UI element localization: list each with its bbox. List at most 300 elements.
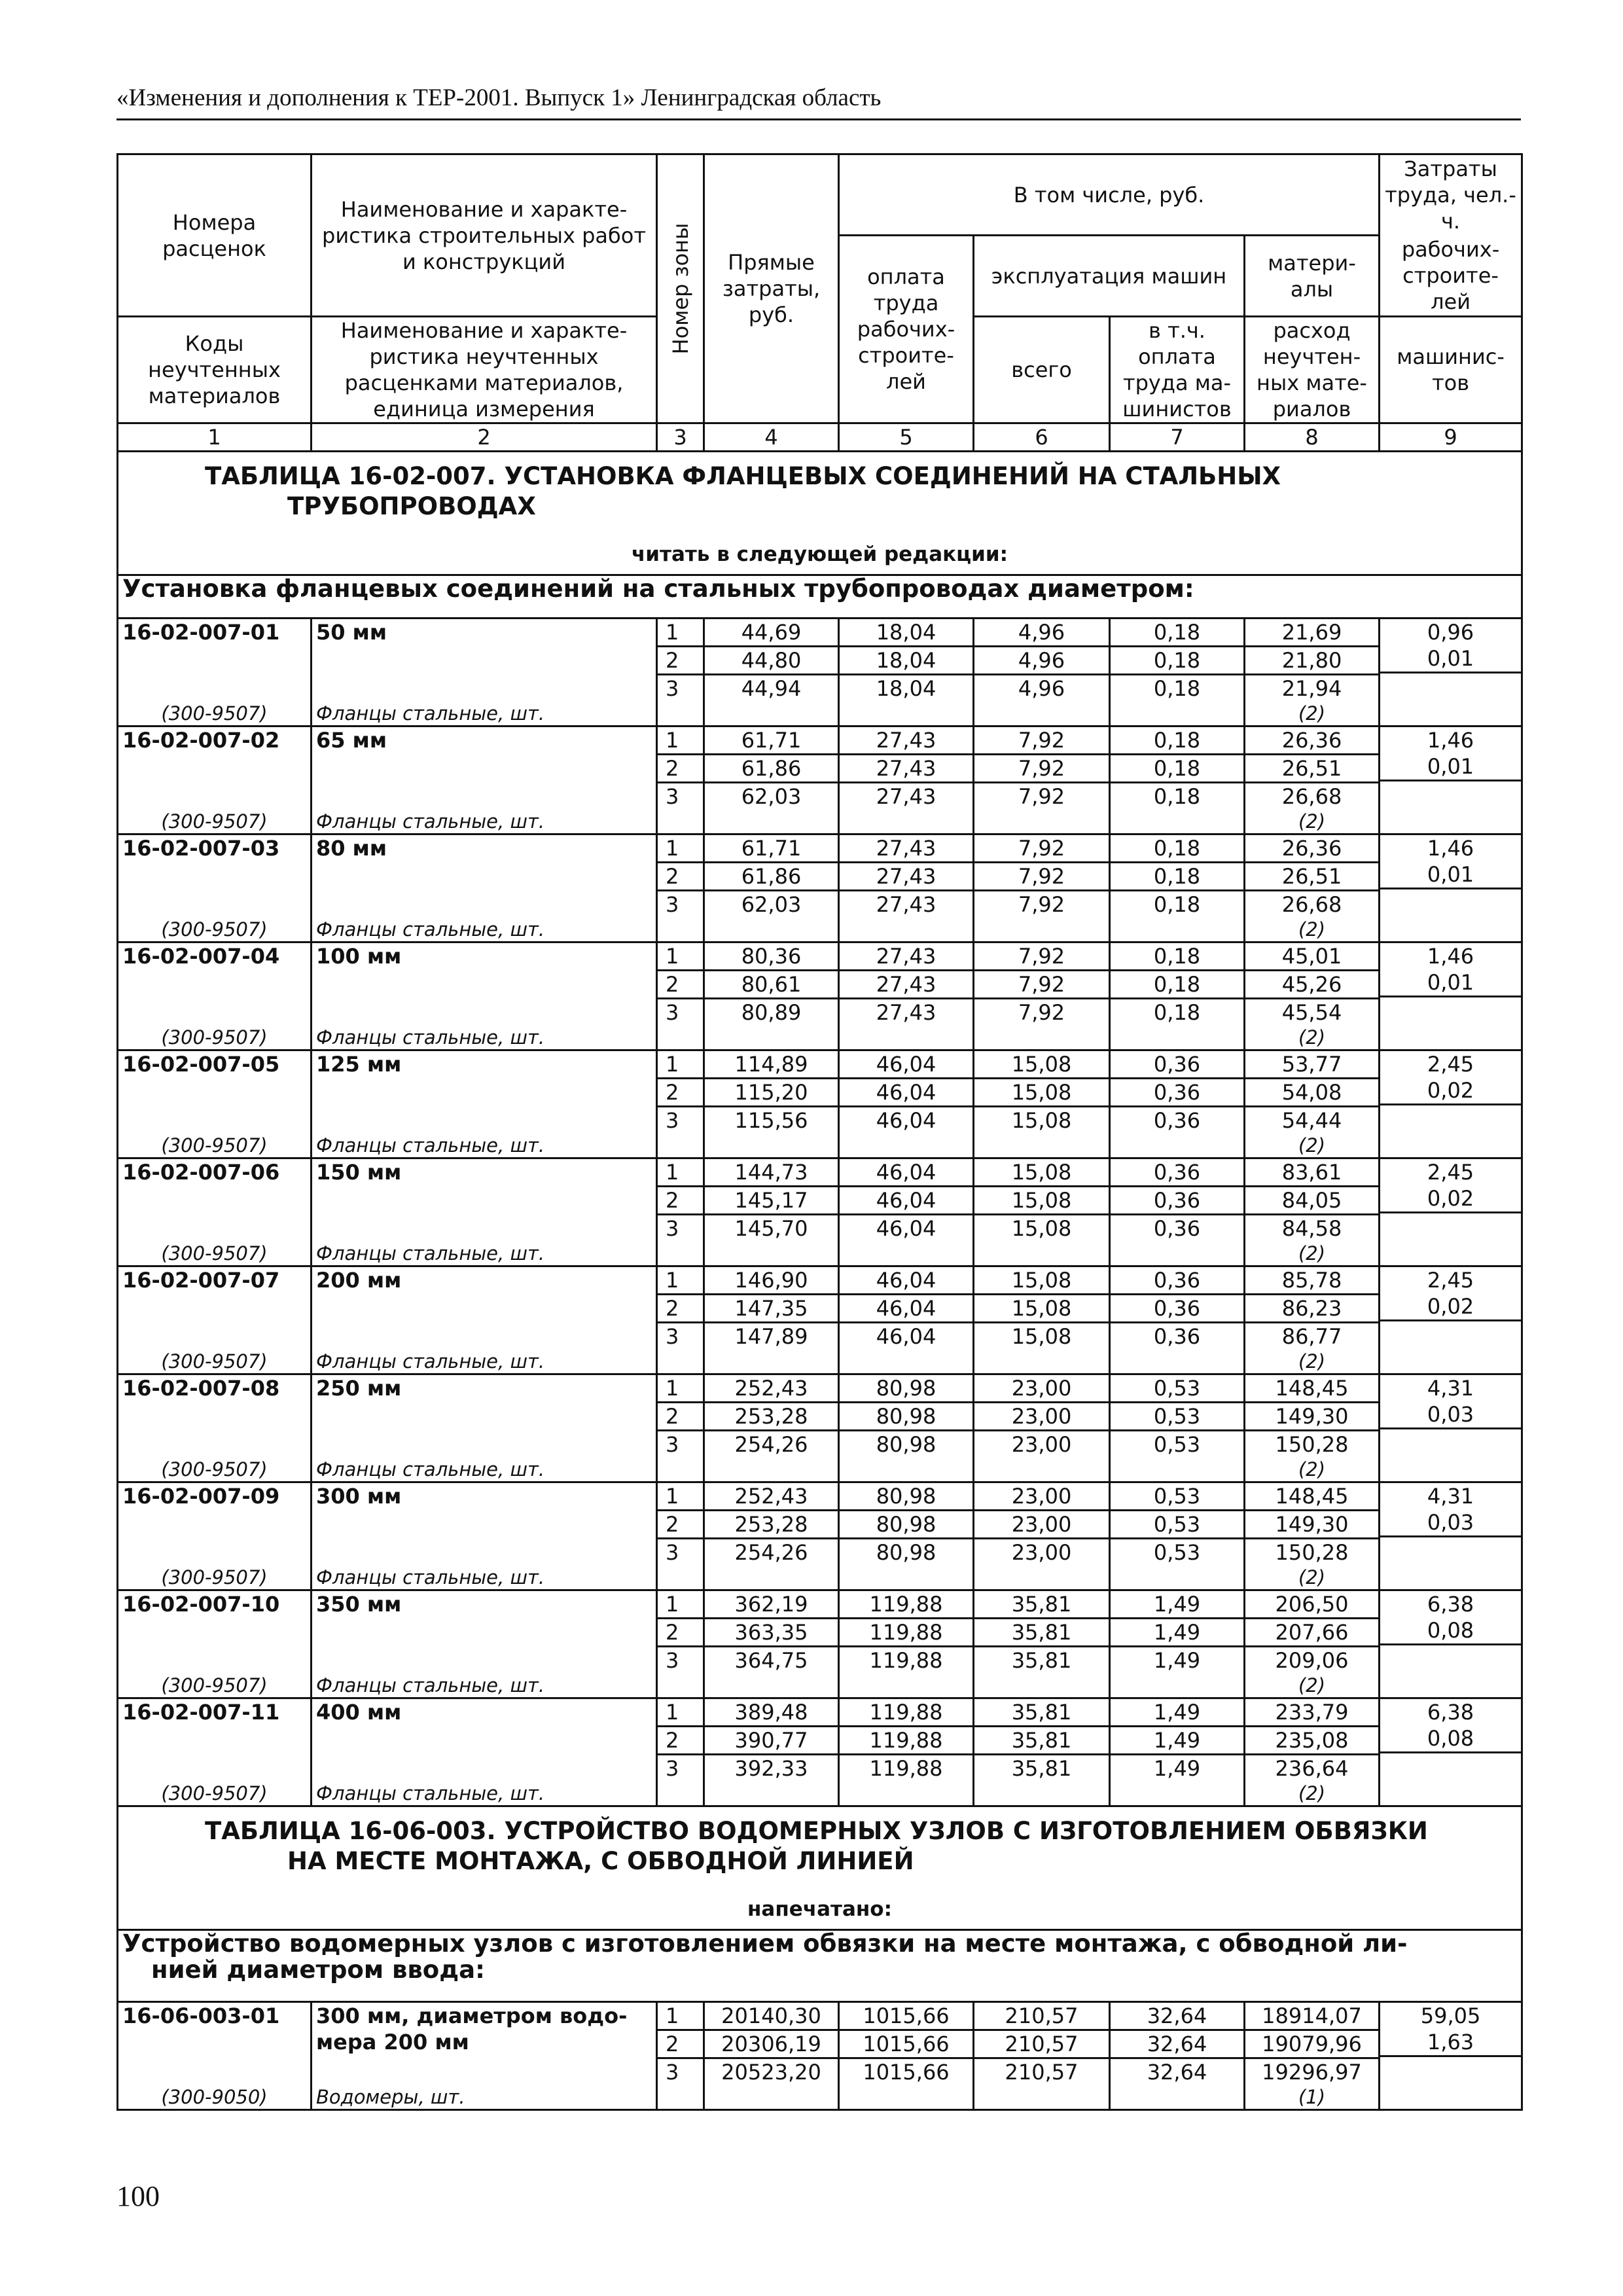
cost-value: 80,98 (840, 1401, 972, 1429)
cost-value: 148,45 (1275, 1376, 1349, 1401)
cost-value: 392,33 (705, 1753, 838, 1782)
section2-title-cell (118, 1806, 1522, 1930)
work-name-cell (312, 1050, 657, 1158)
material-name: Водомеры, шт. (316, 2086, 465, 2108)
cost-value: 26,51 (1245, 861, 1378, 889)
cost-value: 84,05 (1245, 1185, 1378, 1213)
zone-cell (657, 942, 704, 1050)
rate-code-cell (118, 619, 312, 726)
value-cell (1245, 1266, 1380, 1374)
labor-builders: 0,96 (1427, 620, 1474, 645)
cost-value: 86,23 (1245, 1293, 1378, 1321)
value-cell (704, 1482, 839, 1590)
value-cell (1110, 1050, 1245, 1158)
cost-value: 4,96 (974, 645, 1109, 673)
value-cell (1110, 1482, 1245, 1590)
cost-value: 146,90 (734, 1268, 808, 1293)
cost-value: 7,92 (974, 781, 1109, 810)
labor-cell (1380, 619, 1522, 726)
rate-code: 16-02-007-07 (122, 1268, 280, 1293)
value-cell (839, 2002, 974, 2110)
work-name: 80 мм (316, 836, 387, 861)
value-cell (704, 619, 839, 726)
cost-value: 0,36 (1111, 1185, 1243, 1213)
cost-value: 0,18 (1111, 753, 1243, 781)
rate-code: 16-02-007-11 (122, 1700, 280, 1725)
section2-rows (118, 2002, 1522, 2110)
material-quantity: (1) (1298, 2086, 1326, 2108)
header-machine-operation: эксплуатация машин (974, 236, 1245, 317)
header-material-consumption: расход неучтен-ных мате-риалов (1245, 317, 1380, 423)
rate-code: 16-02-007-08 (122, 1376, 280, 1401)
rate-code-cell (118, 1698, 312, 1806)
cost-value: 0,18 (1153, 836, 1201, 861)
value-cell (1110, 2002, 1245, 2110)
cost-value: 80,36 (741, 944, 802, 969)
cost-value: 254,26 (705, 1537, 838, 1566)
column-number: 3 (657, 423, 704, 452)
cost-value: 15,08 (974, 1105, 1109, 1134)
cost-value: 62,03 (705, 781, 838, 810)
work-name-line1: 300 мм, диаметром водо- (316, 2003, 628, 2028)
zone-cell (657, 1374, 704, 1482)
rate-row (118, 1482, 1522, 1590)
work-name-cell (312, 1482, 657, 1590)
zone-value: 3 (658, 1105, 703, 1134)
labor-cell (1380, 1158, 1522, 1266)
material-name: Фланцы стальные, шт. (316, 1566, 545, 1588)
cost-value: 0,18 (1111, 861, 1243, 889)
cost-value: 364,75 (705, 1645, 838, 1674)
value-cell (839, 834, 974, 942)
cost-value: 18914,07 (1262, 2003, 1362, 2028)
cost-value: 15,08 (1011, 1268, 1072, 1293)
cost-value: 80,89 (705, 997, 838, 1026)
cost-value: 21,94 (1245, 673, 1378, 702)
cost-value: 115,20 (705, 1077, 838, 1105)
cost-value: 0,36 (1111, 1321, 1243, 1350)
cost-value: 32,64 (1147, 2003, 1207, 2028)
zone-value: 2 (658, 969, 703, 997)
cost-value: 61,71 (741, 836, 802, 861)
cost-value: 0,36 (1153, 1160, 1201, 1185)
cost-value: 32,64 (1111, 2029, 1243, 2057)
work-name-cell (312, 726, 657, 834)
labor-cell (1380, 834, 1522, 942)
value-cell (839, 1050, 974, 1158)
cost-value: 80,98 (876, 1484, 936, 1509)
header-material-names: Наименование и характе-ристика неучтенных расценками материалов, единица измерения (312, 317, 657, 423)
zone-value: 2 (658, 1185, 703, 1213)
zone-value: 2 (658, 753, 703, 781)
value-cell (839, 1698, 974, 1806)
cost-value: 80,98 (840, 1537, 972, 1566)
cost-value: 7,92 (1018, 944, 1065, 969)
value-cell (1245, 2002, 1380, 2110)
zone-value: 3 (658, 1645, 703, 1674)
material-code: (300-9507) (161, 1566, 268, 1588)
cost-value: 0,18 (1153, 944, 1201, 969)
cost-value: 252,43 (734, 1376, 808, 1401)
cost-value: 150,28 (1245, 1537, 1378, 1566)
cost-value: 0,36 (1111, 1077, 1243, 1105)
value-cell (1110, 1266, 1245, 1374)
cost-value: 119,88 (840, 1645, 972, 1674)
cost-value: 46,04 (840, 1321, 972, 1350)
labor-cell (1380, 942, 1522, 1050)
cost-value: 253,28 (705, 1509, 838, 1537)
column-number: 4 (704, 423, 839, 452)
rate-code: 16-06-003-01 (122, 2003, 280, 2028)
material-code: (300-9507) (161, 1674, 268, 1696)
cost-value: 0,18 (1111, 997, 1243, 1026)
zone-value: 2 (658, 1077, 703, 1105)
header-direct-costs: Прямые затраты, руб. (704, 154, 839, 423)
cost-value: 26,36 (1281, 728, 1342, 753)
cost-value: 35,81 (974, 1645, 1109, 1674)
rate-code-cell (118, 1590, 312, 1698)
value-cell (1110, 1374, 1245, 1482)
rate-code-cell (118, 1374, 312, 1482)
zone-value: 2 (658, 1725, 703, 1753)
value-cell (974, 1050, 1110, 1158)
cost-value: 35,81 (974, 1753, 1109, 1782)
cost-value: 150,28 (1245, 1429, 1378, 1458)
material-name: Фланцы стальные, шт. (316, 1350, 545, 1372)
labor-builders: 1,46 (1427, 728, 1474, 753)
section2-title (132, 1816, 1508, 1876)
cost-value: 46,04 (876, 1052, 936, 1077)
cost-value: 7,92 (1018, 836, 1065, 861)
cost-value: 27,43 (840, 781, 972, 810)
rate-code: 16-02-007-03 (122, 836, 280, 861)
cost-value: 80,61 (705, 969, 838, 997)
cost-value: 7,92 (974, 889, 1109, 918)
value-cell (1110, 1590, 1245, 1698)
header-labor-costs: Затраты труда, чел.-ч. (1380, 154, 1522, 236)
rate-row (118, 1050, 1522, 1158)
cost-value: 0,36 (1111, 1293, 1243, 1321)
cost-value: 7,92 (974, 861, 1109, 889)
cost-value: 23,00 (974, 1509, 1109, 1537)
value-cell (974, 1158, 1110, 1266)
value-cell (704, 1266, 839, 1374)
labor-cell (1380, 1482, 1522, 1590)
cost-value: 26,36 (1281, 836, 1342, 861)
cost-value: 362,19 (734, 1592, 808, 1617)
section2-subtitle (118, 1930, 1522, 2002)
column-number: 5 (839, 423, 974, 452)
value-cell (704, 2002, 839, 2110)
section2-subtitle-line1: Устройство водомерных узлов с изготовлением обвязки на месте монтажа, с обводной ли- (122, 1929, 1408, 1958)
zone-value: 2 (658, 861, 703, 889)
header-including-group: В том числе, руб. (839, 154, 1380, 236)
value-cell (839, 942, 974, 1050)
section2-title-line1: ТАБЛИЦА 16-06-003. УСТРОЙСТВО ВОДОМЕРНЫХ УЗЛОВ С ИЗГОТОВЛЕНИЕМ ОБВЯЗКИ (205, 1817, 1428, 1845)
header-zone-number (657, 154, 704, 423)
labor-machinists: 0,03 (1380, 1509, 1521, 1537)
value-cell (974, 1698, 1110, 1806)
zone-value: 3 (658, 997, 703, 1026)
value-cell (839, 1482, 974, 1590)
zone-value: 3 (658, 2057, 703, 2085)
cost-value: 390,77 (705, 1725, 838, 1753)
material-code: (300-9507) (161, 918, 268, 941)
zone-value: 3 (658, 673, 703, 702)
work-name: 125 мм (316, 1052, 402, 1077)
value-cell (1110, 1698, 1245, 1806)
cost-value: 85,78 (1281, 1268, 1342, 1293)
cost-value: 83,61 (1281, 1160, 1342, 1185)
cost-value: 145,17 (705, 1185, 838, 1213)
material-code: (300-9507) (161, 1026, 268, 1049)
rate-row (118, 834, 1522, 942)
cost-value: 23,00 (974, 1401, 1109, 1429)
rate-code-cell (118, 1050, 312, 1158)
cost-value: 15,08 (974, 1185, 1109, 1213)
labor-machinists: 0,02 (1380, 1185, 1521, 1213)
zone-cell (657, 1482, 704, 1590)
cost-value: 144,73 (734, 1160, 808, 1185)
running-header: «Изменения и дополнения к ТЕР-2001. Выпуск 1» Ленинградская область (116, 84, 1521, 120)
column-number: 8 (1245, 423, 1380, 452)
material-name: Фланцы стальные, шт. (316, 810, 545, 833)
value-cell (1245, 1050, 1380, 1158)
material-quantity: (2) (1298, 810, 1326, 833)
cost-value: 23,00 (974, 1429, 1109, 1458)
work-name: 100 мм (316, 944, 402, 969)
value-cell (974, 942, 1110, 1050)
value-cell (1245, 1698, 1380, 1806)
value-cell (1110, 726, 1245, 834)
value-cell (839, 1374, 974, 1482)
material-name: Фланцы стальные, шт. (316, 1026, 545, 1049)
labor-builders: 59,05 (1420, 2003, 1481, 2028)
material-code: (300-9507) (161, 1350, 268, 1372)
zone-value: 2 (658, 1617, 703, 1645)
zone-cell (657, 1158, 704, 1266)
cost-value: 46,04 (840, 1293, 972, 1321)
value-cell (974, 1374, 1110, 1482)
cost-value: 27,43 (876, 836, 936, 861)
cost-value: 23,00 (1011, 1376, 1072, 1401)
material-name: Фланцы стальные, шт. (316, 702, 545, 725)
rate-code-cell (118, 1266, 312, 1374)
zone-value: 1 (666, 1700, 679, 1725)
material-quantity: (2) (1298, 1782, 1326, 1804)
cost-value: 35,81 (974, 1617, 1109, 1645)
cost-value: 62,03 (705, 889, 838, 918)
labor-machinists: 0,01 (1380, 861, 1521, 889)
cost-value: 0,53 (1153, 1376, 1201, 1401)
cost-value: 26,68 (1245, 781, 1378, 810)
cost-value: 15,08 (1011, 1160, 1072, 1185)
rate-code-cell (118, 1158, 312, 1266)
cost-value: 0,18 (1111, 969, 1243, 997)
value-cell (704, 1698, 839, 1806)
work-name-cell (312, 619, 657, 726)
value-cell (839, 1590, 974, 1698)
zone-cell (657, 1698, 704, 1806)
material-quantity: (2) (1298, 1242, 1326, 1265)
value-cell (1245, 942, 1380, 1050)
zone-value: 1 (666, 1592, 679, 1617)
cost-value: 35,81 (974, 1725, 1109, 1753)
value-cell (974, 1482, 1110, 1590)
material-quantity: (2) (1298, 1026, 1326, 1049)
cost-value: 235,08 (1245, 1725, 1378, 1753)
work-name: 400 мм (316, 1700, 402, 1725)
labor-machinists: 0,02 (1380, 1293, 1521, 1321)
material-code: (300-9507) (161, 1458, 268, 1480)
cost-value: 206,50 (1275, 1592, 1349, 1617)
cost-value: 23,00 (974, 1537, 1109, 1566)
work-name-cell (312, 1266, 657, 1374)
material-quantity: (2) (1298, 1458, 1326, 1480)
header-zone-label: Номер зоны (668, 223, 693, 355)
value-cell (704, 1050, 839, 1158)
cost-value: 20140,30 (721, 2003, 821, 2028)
material-code: (300-9507) (161, 1782, 268, 1804)
cost-value: 15,08 (1011, 1052, 1072, 1077)
value-cell (704, 1158, 839, 1266)
labor-cell (1380, 2002, 1522, 2110)
cost-value: 45,54 (1245, 997, 1378, 1026)
cost-value: 27,43 (840, 753, 972, 781)
material-name: Фланцы стальные, шт. (316, 1782, 545, 1804)
column-number: 6 (974, 423, 1110, 452)
labor-machinists: 0,01 (1380, 645, 1521, 673)
cost-value: 32,64 (1111, 2057, 1243, 2085)
zone-cell (657, 2002, 704, 2110)
zone-value: 1 (666, 2003, 679, 2028)
value-cell (1110, 619, 1245, 726)
cost-value: 18,04 (840, 673, 972, 702)
zone-value: 3 (658, 1429, 703, 1458)
work-name: 300 мм (316, 1484, 402, 1509)
cost-value: 253,28 (705, 1401, 838, 1429)
section1-rows (118, 619, 1522, 1806)
cost-value: 115,56 (705, 1105, 838, 1134)
material-code: (300-9507) (161, 1134, 268, 1157)
page-number: 100 (116, 2180, 160, 2212)
material-quantity: (2) (1298, 1350, 1326, 1372)
cost-value: 1,49 (1111, 1753, 1243, 1782)
value-cell (704, 942, 839, 1050)
zone-value: 2 (658, 2029, 703, 2057)
header-rate-numbers: Номера расценок (118, 154, 312, 317)
cost-value: 46,04 (840, 1213, 972, 1242)
column-number: 1 (118, 423, 312, 452)
labor-cell (1380, 1374, 1522, 1482)
cost-value: 149,30 (1245, 1509, 1378, 1537)
material-quantity: (2) (1298, 1134, 1326, 1157)
value-cell (974, 1266, 1110, 1374)
work-name: 350 мм (316, 1592, 402, 1617)
header-materials: матери-алы (1245, 236, 1380, 317)
section2-note: напечатано: (747, 1897, 892, 1921)
cost-value: 44,80 (705, 645, 838, 673)
header-machinist-pay: в т.ч. оплата труда ма-шинистов (1110, 317, 1245, 423)
labor-machinists: 0,08 (1380, 1617, 1521, 1645)
section1-title-line1: ТАБЛИЦА 16-02-007. УСТАНОВКА ФЛАНЦЕВЫХ СОЕДИНЕНИЙ НА СТАЛЬНЫХ (205, 462, 1281, 490)
labor-builders: 1,46 (1427, 944, 1474, 969)
zone-value: 1 (666, 836, 679, 861)
value-cell (704, 834, 839, 942)
rate-code-cell (118, 834, 312, 942)
zone-value: 3 (658, 1213, 703, 1242)
cost-value: 15,08 (974, 1077, 1109, 1105)
work-name-cell (312, 834, 657, 942)
cost-value: 4,96 (974, 673, 1109, 702)
cost-value: 27,43 (840, 969, 972, 997)
material-code: (300-9507) (161, 810, 268, 833)
labor-machinists: 0,02 (1380, 1077, 1521, 1105)
cost-value: 84,58 (1245, 1213, 1378, 1242)
cost-value: 119,88 (840, 1753, 972, 1782)
material-name: Фланцы стальные, шт. (316, 918, 545, 941)
cost-value: 1,49 (1153, 1700, 1201, 1725)
work-name-line2: мера 200 мм (316, 2030, 469, 2054)
value-cell (839, 619, 974, 726)
cost-value: 233,79 (1275, 1700, 1349, 1725)
cost-value: 1,49 (1153, 1592, 1201, 1617)
zone-value: 2 (658, 1293, 703, 1321)
price-table (116, 153, 1523, 2111)
value-cell (974, 2002, 1110, 2110)
cost-value: 209,06 (1245, 1645, 1378, 1674)
value-cell (1110, 942, 1245, 1050)
labor-builders: 2,45 (1427, 1268, 1474, 1293)
cost-value: 20523,20 (705, 2057, 838, 2085)
cost-value: 1015,66 (840, 2057, 972, 2085)
cost-value: 15,08 (974, 1321, 1109, 1350)
zone-value: 1 (666, 728, 679, 753)
value-cell (974, 1590, 1110, 1698)
cost-value: 0,18 (1153, 728, 1201, 753)
cost-value: 61,71 (741, 728, 802, 753)
labor-machinists: 0,01 (1380, 753, 1521, 781)
cost-value: 236,64 (1245, 1753, 1378, 1782)
cost-value: 1015,66 (840, 2029, 972, 2057)
cost-value: 86,77 (1245, 1321, 1378, 1350)
rate-code-cell (118, 942, 312, 1050)
zone-cell (657, 1590, 704, 1698)
zone-value: 1 (666, 1484, 679, 1509)
labor-builders: 6,38 (1427, 1592, 1474, 1617)
cost-value: 0,53 (1111, 1537, 1243, 1566)
header-machinists-labor: машинис-тов (1380, 317, 1522, 423)
cost-value: 210,57 (974, 2029, 1109, 2057)
material-name: Фланцы стальные, шт. (316, 1134, 545, 1157)
labor-builders: 4,31 (1427, 1376, 1474, 1401)
material-quantity: (2) (1298, 702, 1326, 725)
cost-value: 46,04 (840, 1185, 972, 1213)
cost-value: 0,36 (1111, 1105, 1243, 1134)
rate-code: 16-02-007-06 (122, 1160, 280, 1185)
cost-value: 61,86 (705, 753, 838, 781)
cost-value: 7,92 (974, 753, 1109, 781)
value-cell (1245, 834, 1380, 942)
material-name: Фланцы стальные, шт. (316, 1458, 545, 1480)
labor-cell (1380, 1050, 1522, 1158)
zone-value: 3 (658, 781, 703, 810)
work-name: 200 мм (316, 1268, 402, 1293)
section1-title-cell (118, 452, 1522, 575)
cost-value: 80,98 (840, 1509, 972, 1537)
cost-value: 1,49 (1111, 1645, 1243, 1674)
rate-code-cell (118, 2002, 312, 2110)
